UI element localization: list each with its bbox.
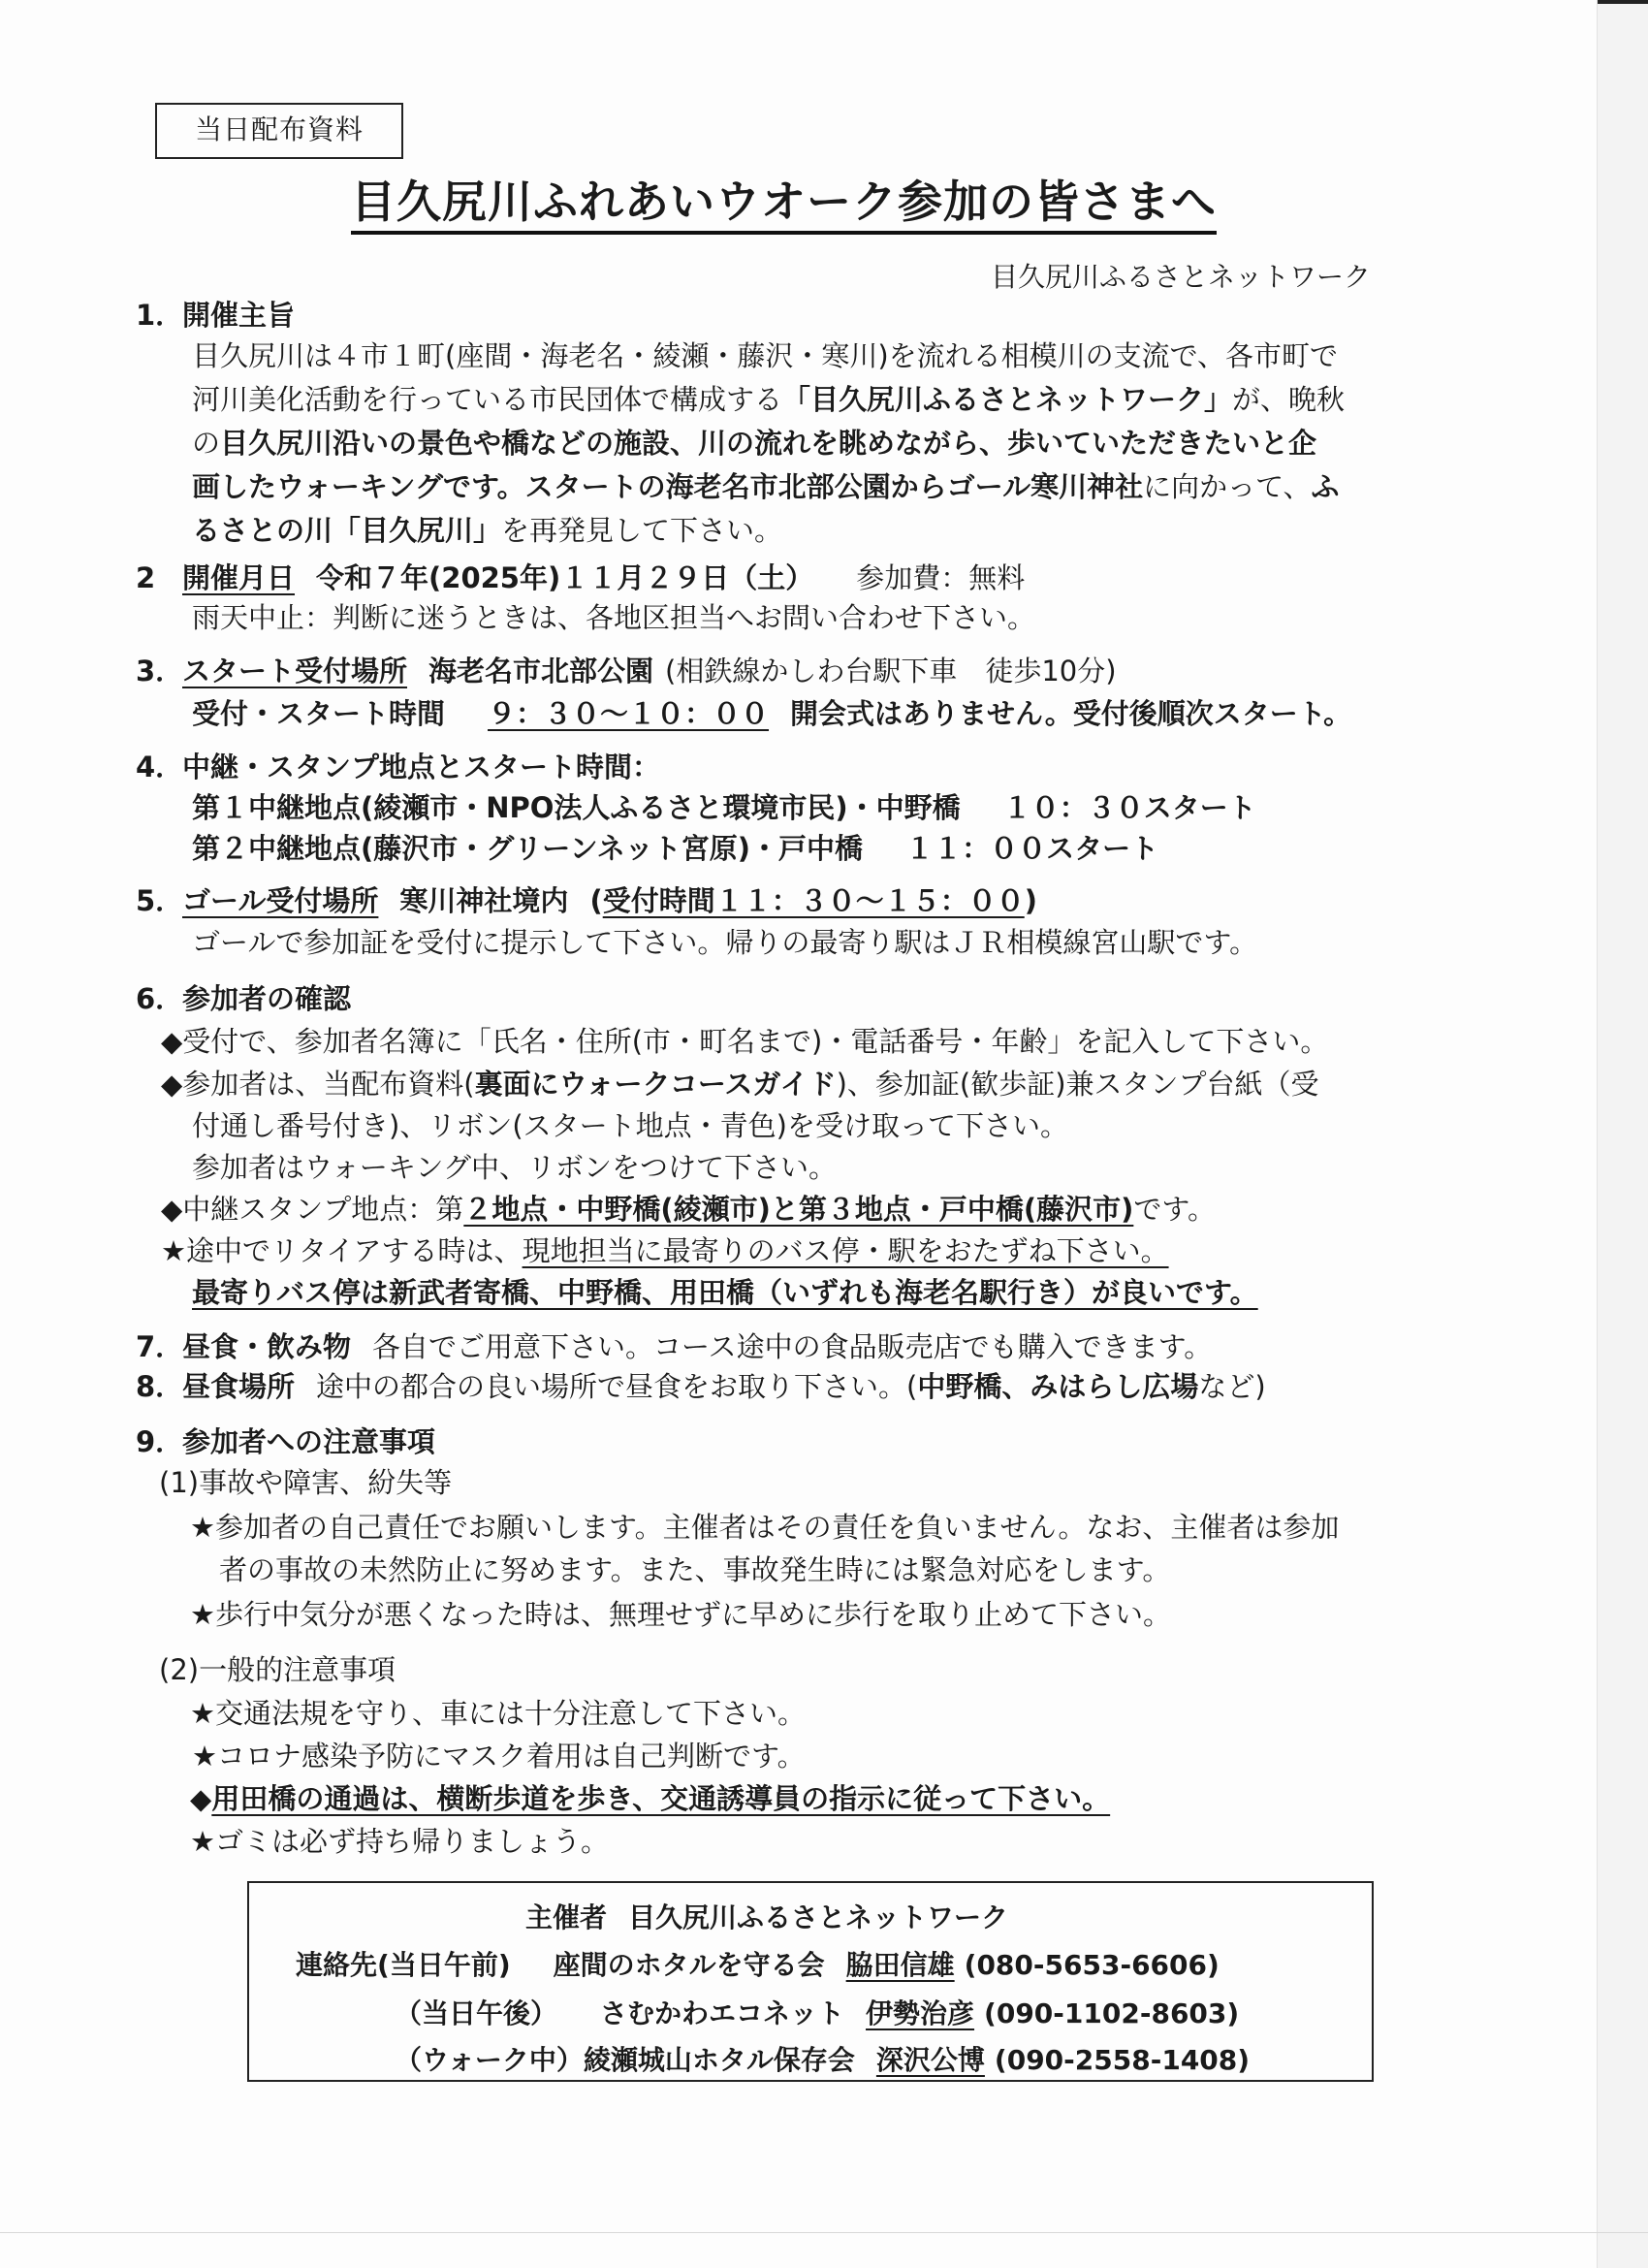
- section-3-heading: [136, 653, 1117, 689]
- section-title: 昼食・飲み物: [182, 1330, 352, 1363]
- relay-point-time: １０：３０スタート: [1002, 791, 1256, 824]
- relay-point-label: 第２中継地点(藤沢市・グリーンネット宮原)・戸中橋: [192, 832, 864, 865]
- start-access: (相鉄線かしわ台駅下車 徒歩10分): [665, 655, 1117, 687]
- section-4-heading: [136, 749, 660, 785]
- crossing-instruction: 用田橋の通過は、横断歩道を歩き、交通誘導員の指示に従って下さい。: [211, 1782, 1111, 1815]
- section-title: 中継・スタンプ地点とスタート時間：: [182, 751, 661, 783]
- section-6-heading: [136, 980, 351, 1017]
- contact-period: （ウォーク中）: [395, 2044, 584, 2076]
- subsection-1-heading: (1)事故や障害、紛失等: [159, 1466, 453, 1499]
- section-number: 7．: [136, 1330, 184, 1363]
- section-number: 9．: [136, 1425, 184, 1458]
- section-number: 5．: [136, 884, 184, 917]
- section-title: スタート受付場所: [182, 655, 408, 687]
- contact-row-afternoon: [395, 1996, 1239, 2031]
- contact-period: （当日午後）: [395, 1997, 558, 2029]
- section-8: [136, 1368, 1266, 1405]
- section-number: 1．: [136, 299, 184, 332]
- paren: ): [1024, 884, 1037, 917]
- section-1-line-1: 目久尻川は４市１町(座間・海老名・綾瀬・藤沢・寒川)を流れる相模川の支流で、各市町で: [192, 339, 1339, 372]
- start-time-label: 受付・スタート時間: [192, 697, 446, 730]
- section-number: 4．: [136, 751, 184, 783]
- relay-point-time: １１：００スタート: [905, 832, 1159, 865]
- event-date: 令和７年(2025年)１１月２９日（土）: [316, 561, 814, 594]
- handout-tag: 当日配布資料: [155, 103, 403, 159]
- goal-time: 受付時間１１：３０～１５：００: [602, 884, 1025, 917]
- section-number: 3．: [136, 655, 184, 687]
- contact-phone: (080-5653-6606): [964, 1949, 1220, 1981]
- contact-person: 深沢公博: [875, 2044, 985, 2076]
- section-title: 昼食場所: [182, 1370, 296, 1403]
- section-5-heading: [136, 882, 1037, 919]
- confirm-item-3: [161, 1191, 1216, 1228]
- section-7: [136, 1328, 1212, 1365]
- text: を再発見して下さい。: [501, 514, 783, 547]
- contact-row-during-walk: [395, 2043, 1250, 2078]
- organizer-label: 主催者: [525, 1901, 608, 1933]
- organizer-name: 目久尻川ふるさとネットワーク: [628, 1901, 1009, 1933]
- contact-phone: (090-2558-1408): [994, 2044, 1251, 2076]
- text: ◆参加者は、当配布資料(: [161, 1068, 475, 1101]
- text: の: [192, 427, 221, 460]
- goal-place: 寒川神社境内: [399, 884, 569, 917]
- contact-box: [247, 1881, 1374, 2082]
- general-item-2: ★コロナ感染予防にマスク着用は自己判断です。: [192, 1740, 806, 1773]
- section-number: 2: [136, 561, 156, 594]
- section-1-line-5: [192, 512, 782, 549]
- caution-item-2: ★歩行中気分が悪くなった時は、無理せずに早めに歩行を取り止めて下さい。: [190, 1598, 1171, 1631]
- section-1-line-4: [192, 468, 1340, 505]
- section-title: 開催主旨: [182, 299, 296, 332]
- general-item-4: ★ゴミは必ず持ち帰りましょう。: [190, 1825, 609, 1858]
- section-text: 各自でご用意下さい。コース途中の食品販売店でも購入できます。: [372, 1330, 1213, 1363]
- section-1-heading: [136, 297, 295, 334]
- scan-edge-mark: [1598, 0, 1648, 4]
- section-number: 6．: [136, 982, 184, 1015]
- general-item-3: [190, 1780, 1110, 1817]
- section-1-line-2: [192, 381, 1345, 418]
- start-place: 海老名市北部公園: [428, 655, 654, 687]
- text: 河川美化活動を行っている市民団体で構成する: [192, 383, 783, 416]
- goal-note: ゴールで参加証を受付に提示して下さい。帰りの最寄り駅はＪＲ相模線宮山駅です。: [192, 926, 1258, 959]
- start-time-range: ９：３０～１０：００: [488, 697, 770, 730]
- section-title: 開催月日: [182, 561, 296, 594]
- text: )、参加証(歓歩証)兼スタンプ台紙（受: [836, 1068, 1319, 1101]
- contact-phone: (090-1102-8603): [984, 1997, 1240, 2029]
- section-text: など): [1198, 1370, 1266, 1403]
- section-title: 参加者への注意事項: [182, 1425, 436, 1458]
- start-time-line: [192, 695, 1351, 732]
- section-text: 途中の都合の良い場所で昼食をお取り下さい。(: [316, 1370, 918, 1403]
- bold-text: 画したウォーキングです。スタートの海老名市北部公園からゴール寒川神社: [192, 470, 1144, 503]
- contact-group: 綾瀬城山ホタル保存会: [583, 2044, 855, 2076]
- section-number: 8．: [136, 1370, 184, 1403]
- contact-period: (当日午前): [377, 1949, 511, 1981]
- text: ◆中継スタンプ地点：第: [161, 1193, 464, 1226]
- contact-group: さむかわエコネット: [600, 1997, 845, 2029]
- organizer-line: [525, 1901, 1008, 1935]
- confirm-item-1: ◆受付で、参加者名簿に「氏名・住所(市・町名まで)・電話番号・年齢」を記入して下さい。: [161, 1025, 1329, 1058]
- rain-cancel-note: 雨天中止：判断に迷うときは、各地区担当へお問い合わせ下さい。: [192, 601, 1036, 634]
- text: に向かって、: [1143, 470, 1312, 503]
- retire-instruction: 現地担当に最寄りのバス停・駅をおたずね下さい。: [522, 1234, 1169, 1267]
- contact-group: 座間のホタルを守る会: [553, 1949, 825, 1981]
- caution-item-1: ★参加者の自己責任でお願いします。主催者はその責任を負いません。なお、主催者は参加: [190, 1511, 1340, 1544]
- scan-page-edge: [1597, 0, 1648, 2268]
- section-1-line-3: [192, 425, 1316, 462]
- bold-text: 目久尻川沿いの景色や橋などの施設、川の流れを眺めながら、歩いていただきたいと企: [220, 427, 1317, 460]
- bold-text: ふ: [1311, 470, 1340, 503]
- confirm-item-2-line-2: 付通し番号付き)、リボン(スタート地点・青色)を受け取って下さい。: [192, 1109, 1068, 1142]
- relay-point-2: [192, 830, 1158, 867]
- issuer-name: 目久尻川ふるさとネットワーク: [991, 261, 1372, 293]
- retire-note: [161, 1232, 1169, 1269]
- general-item-1: ★交通法規を守り、車には十分注意して下さい。: [190, 1697, 806, 1730]
- bold-text: るさとの川「目久尻川」: [192, 514, 502, 547]
- diamond-bullet-icon: ◆: [190, 1782, 212, 1815]
- text: ★途中でリタイアする時は、: [161, 1234, 523, 1267]
- paren: (: [589, 884, 603, 917]
- relay-point-1: [192, 789, 1256, 826]
- relay-point-label: 第１中継地点(綾瀬市・NPO法人ふるさと環境市民)・中野橋: [192, 791, 961, 824]
- caution-item-1-cont: 者の事故の未然防止に努めます。また、事故発生時には緊急対応をします。: [219, 1553, 1171, 1586]
- section-title: ゴール受付場所: [182, 884, 379, 917]
- subsection-2-heading: (2)一般的注意事項: [159, 1653, 396, 1686]
- participation-fee: 参加費：無料: [856, 561, 1026, 594]
- section-2-heading: [136, 559, 1025, 596]
- section-title: 参加者の確認: [182, 982, 352, 1015]
- stamp-points: ２地点・中野橋(綾瀬市)と第３地点・戸中橋(藤沢市): [463, 1193, 1134, 1226]
- contact-person: 伊勢治彦: [866, 1997, 975, 2029]
- course-guide-note: 裏面にウォークコースガイド: [474, 1068, 837, 1101]
- contact-label: 連絡先: [296, 1949, 378, 1981]
- nearest-bus-stop-note: 最寄りバス停は新武者寄橋、中野橋、用田橋（いずれも海老名駅行き）が良いです。: [192, 1276, 1258, 1309]
- start-note: 開会式はありません。受付後順次スタート。: [790, 697, 1352, 730]
- scan-bottom-edge: [0, 2232, 1648, 2233]
- contact-row-morning: [296, 1948, 1220, 1983]
- text: です。: [1133, 1193, 1217, 1226]
- network-name-bold: 「目久尻川ふるさとネットワーク」: [782, 383, 1233, 416]
- confirm-item-2-line-3: 参加者はウォーキング中、リボンをつけて下さい。: [192, 1151, 837, 1184]
- confirm-item-2: [161, 1066, 1319, 1102]
- section-9-heading: [136, 1423, 435, 1460]
- lunch-spots: 中野橋、みはらし広場: [917, 1370, 1199, 1403]
- page-title: 目久尻川ふれあいウオーク参加の皆さまへ: [351, 175, 1217, 235]
- contact-person: 脇田信雄: [845, 1949, 955, 1981]
- text: が、晩秋: [1232, 383, 1346, 416]
